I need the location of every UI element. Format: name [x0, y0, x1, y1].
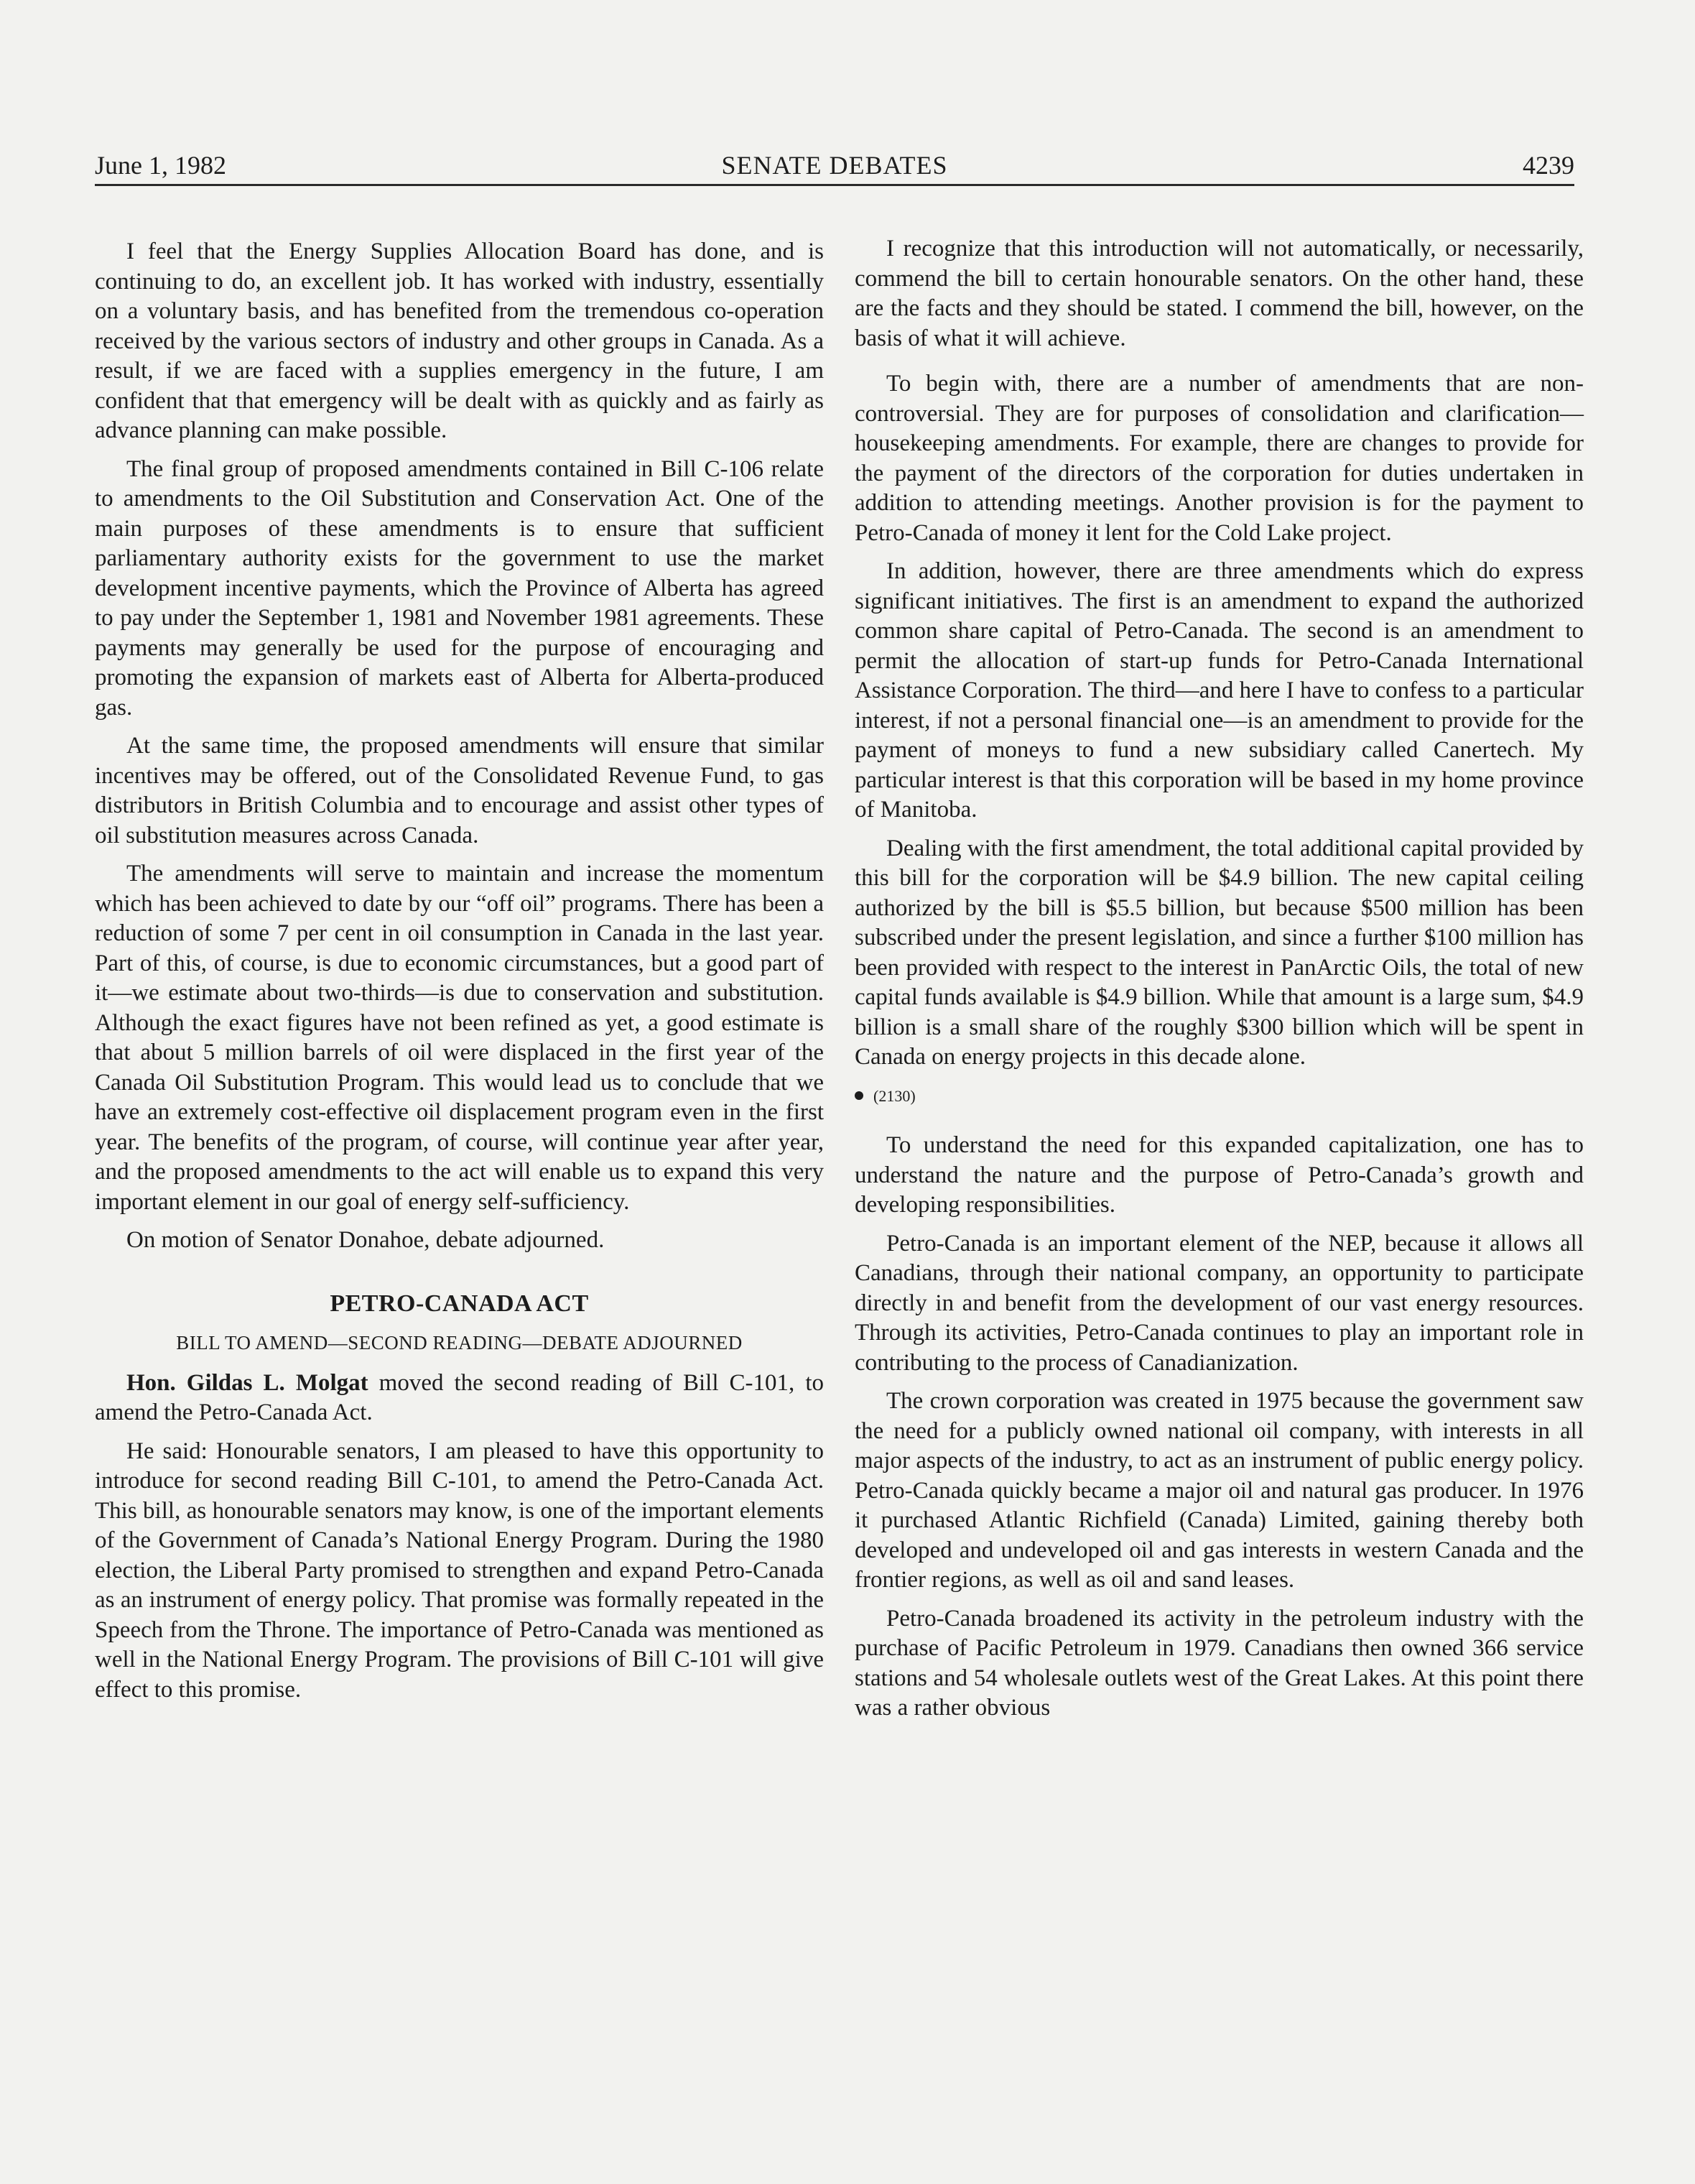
- paragraph: Petro-Canada broadened its activity in the petroleum industry with the purchase of Pacific Petroleum in 1979. Canadians then owned 366 service stations and 54 wholesale outlets west of the Great Lakes. At this point there was a rather obvious: [855, 1605, 1584, 1721]
- paragraph: At the same time, the proposed amendments will ensure that similar incentives may be offered, out of the Consolidated Revenue Fund, to gas distributors in British Columbia and to encourage and assist other types of oil substitution measures across Canada.: [95, 733, 824, 848]
- paragraph: In addition, however, there are three amendments which do express significant initiatives. The first is an amendment to expand the authorized common share capital of Petro-Canada. The second is an amendment to permit the allocation of start-up funds for Petro-Canada International Assistance Corporation. The third—and here I have to confess to a particular interest, if not a personal financial one—is an amendment to provide for the payment of moneys to fund a new subsidiary called Canertech. My particular interest is that this corporation will be based in my home province of Manitoba.: [855, 558, 1584, 823]
- speaker-paragraph: [95, 1369, 824, 1428]
- paragraph: The amendments will serve to maintain and increase the momentum which has been achieved to date by our “off oil” programs. There has been a reduction of some 7 per cent in oil consumption in Canada in the last year. Part of this, of course, is due to economic circumstances, but a good part of it—we estimate about two-thirds—is due to conservation and substitution. Although the exact figures have not been refined as yet, a good estimate is that about 5 million barrels of oil were displaced in the first year of the Canada Oil Substitution Program. This would lead us to conclude that we have an extremely cost-effective oil displacement program even in the first year. The benefits of the program, of course, will continue year after year, and the proposed amendments to the act will enable us to expand this very important element in our goal of energy self-sufficiency.: [95, 861, 824, 1215]
- header-date: June 1, 1982: [95, 151, 226, 180]
- paragraph: On motion of Senator Donahoe, debate adjourned.: [126, 1227, 605, 1253]
- paragraph: To begin with, there are a number of amendments that are non-controversial. They are for purposes of consolidation and clarification—housekeeping amendments. For example, there are changes to provide for the payment of the directors of the corporation for duties undertaken in addition to attending meetings. Another provision is for the payment to Petro-Canada of money it lent for the Cold Lake project.: [855, 371, 1584, 546]
- section-subheading: BILL TO AMEND—SECOND READING—DEBATE ADJOURNED: [176, 1332, 743, 1354]
- header-title: SENATE DEBATES: [721, 151, 948, 180]
- time-marker-label: (2130): [873, 1086, 916, 1105]
- speaker-name: Hon. Gildas L. Molgat: [126, 1369, 368, 1396]
- page-header: [95, 147, 1574, 186]
- paragraph: He said: Honourable senators, I am pleased to have this opportunity to introduce for second reading Bill C-101, to amend the Petro-Canada Act. This bill, as honourable senators may know, is one of the important elements of the Government of Canada’s National Energy Program. During the 1980 election, the Liberal Party promised to strengthen and expand Petro-Canada as an instrument of energy policy. That promise was formally repeated in the Speech from the Throne. The importance of Petro-Canada was mentioned as well in the National Energy Program. The provisions of Bill C-101 will give effect to this promise.: [95, 1438, 824, 1703]
- paragraph: Petro-Canada is an important element of the NEP, because it allows all Canadians, through their national company, an opportunity to participate directly in and benefit from the development of our vast energy resources. Through its activities, Petro-Canada continues to play an important role in contributing to the process of Canadianization.: [855, 1230, 1584, 1376]
- paragraph: The final group of proposed amendments contained in Bill C-106 relate to amendments to the Oil Substitution and Conservation Act. One of the main purposes of these amendments is to ensure that sufficient parliamentary authority exists for the government to use the market development incentive payments, which the Province of Alberta has agreed to pay under the September 1, 1981 and November 1981 agreements. These payments may generally be used for the purpose of encouraging and promoting the expansion of markets east of Alberta for Alberta-produced gas.: [95, 455, 824, 721]
- paragraph: I recognize that this introduction will not automatically, or necessarily, commend the bill to certain honourable senators. On the other hand, these are the facts and they should be stated. I commend the bill, however, on the basis of what it will achieve.: [855, 236, 1584, 351]
- section-heading: PETRO-CANADA ACT: [330, 1290, 589, 1317]
- speaker-text: moved the second reading of Bill C-101, to amend the Petro-Canada Act.: [95, 1369, 824, 1425]
- paragraph: The crown corporation was created in 1975 because the government saw the need for a publicly owned national oil company, with interests in all major aspects of the industry, to act as an instrument of public energy policy. Petro-Canada quickly became a major oil and natural gas producer. In 1976 it purchased Atlantic Richfield (Canada) Limited, gaining thereby both developed and undeveloped oil and gas interests in western Canada and the frontier regions, as well as oil and sand leases.: [855, 1388, 1584, 1593]
- left-column: [95, 237, 824, 1713]
- right-column: [855, 234, 1584, 1732]
- paragraph: Dealing with the first amendment, the total additional capital provided by this bill for the corporation will be $4.9 billion. The new capital ceiling authorized by the bill is $5.5 billion, but because $500 million has been subscribed under the present legislation, and since a further $100 million has been provided with respect to the interest in PanArctic Oils, the total of new capital funds available is $4.9 billion. While that amount is a large sum, $4.9 billion is a small share of the roughly $300 billion which will be spent in Canada on energy projects in this decade alone.: [855, 835, 1584, 1070]
- header-page-number: 4239: [1523, 151, 1574, 180]
- paragraph: To understand the need for this expanded capitalization, one has to understand the nature and the purpose of Petro-Canada’s growth and developing responsibilities.: [855, 1132, 1584, 1218]
- bullet-icon: [855, 1091, 863, 1100]
- time-marker: [855, 1081, 1584, 1111]
- paragraph: I feel that the Energy Supplies Allocation Board has done, and is continuing to do, an excellent job. It has worked with industry, essentially on a voluntary basis, and has benefited from the tremendous co-operation received by the various sectors of industry and other groups in Canada. As a result, if we are faced with a supplies emergency in the future, I am confident that that emergency will be dealt with as quickly and as fairly as advance planning can make possible.: [95, 239, 824, 443]
